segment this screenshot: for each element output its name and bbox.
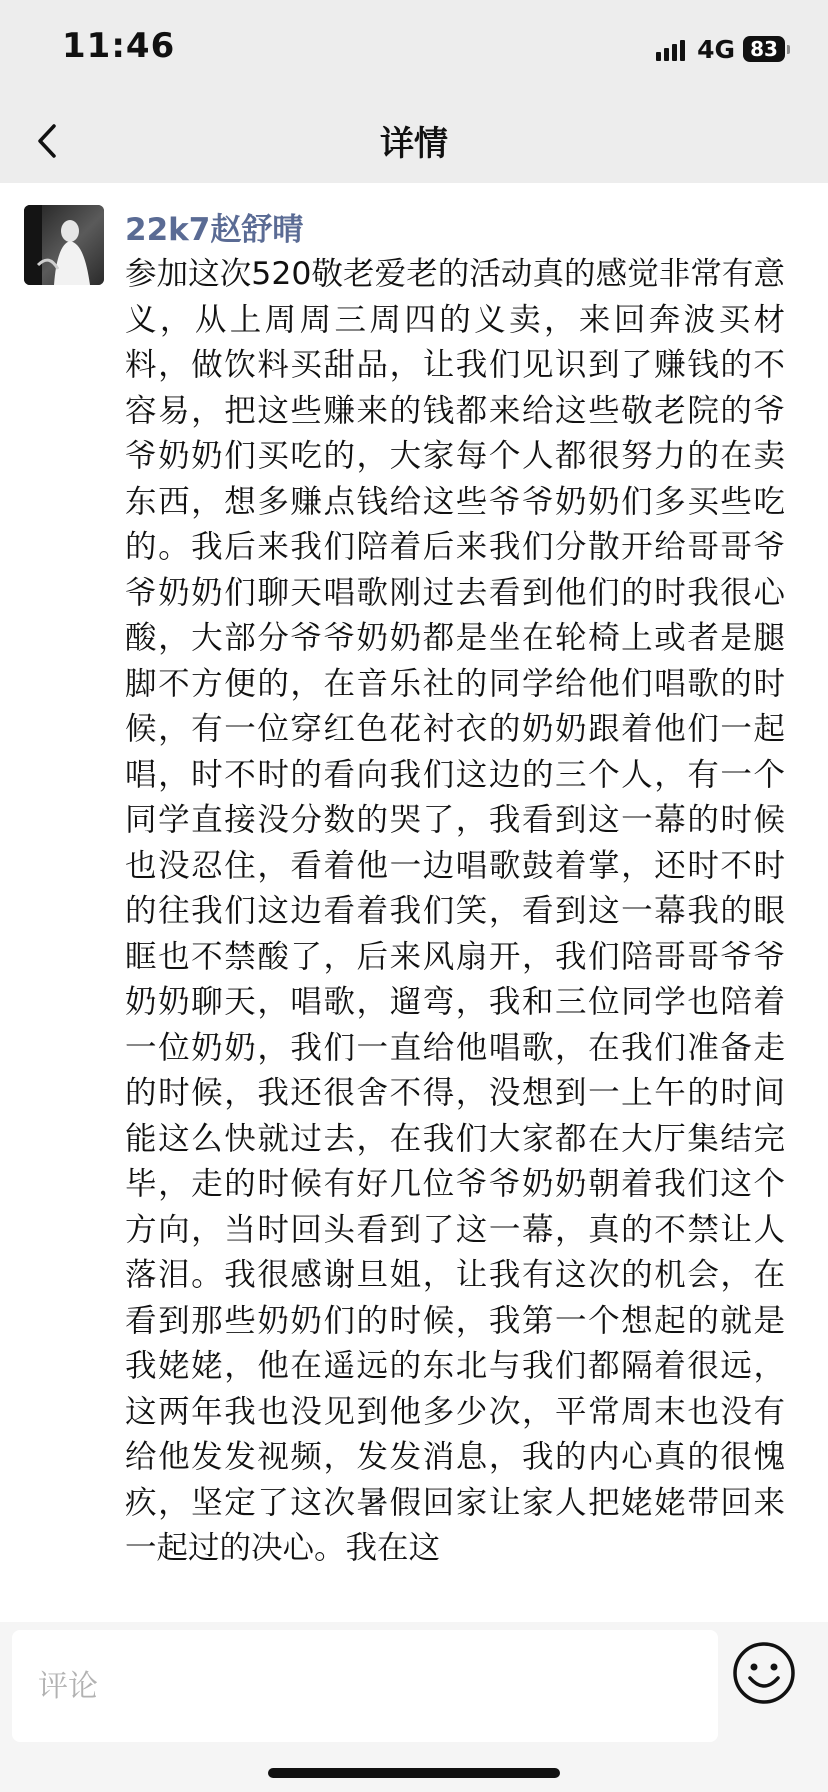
avatar-image <box>24 205 104 285</box>
network-label: 4G <box>697 34 735 64</box>
post-body-text: 参加这次520敬老爱老的活动真的感觉非常有意义，从上周周三周四的义卖，来回奔波买材料，做饮料买甜品，让我们见识到了赚钱的不容易，把这些赚来的钱都来给这些敬老院的爷爷奶奶们买吃的，大家每个人都很努力的在卖东西，想多赚点钱给这些爷爷奶奶们多买些吃的。我后来我们陪着后来我们分散开给哥哥爷爷奶奶们聊天唱歌刚过去看到他们的时我很心酸，大部分爷爷奶奶都是坐在轮椅上或者是腿脚不方便的，在音乐社的同学给他们唱歌的时候，有一位穿红色花衬衣的奶奶跟着他们一起唱，时不时的看向我们这边的三个人，有一个同学直接没分数的哭了，我看到这一幕的时候也没忍住，看着他一边唱歌鼓着掌，还时不时的往我们这边看着我们笑，看到这一幕我的眼眶也不禁酸了，后来风扇开，我们陪哥哥爷爷奶奶聊天，唱歌，遛弯，我和三位同学也陪着一位奶奶，我们一直给他唱歌，在我们准备走的时候，我还很舍不得，没想到一上午的时间能这么快就过去，在我们大家都在大厅集结完毕，走的时候有好几位爷爷奶奶朝着我们这个方向，当时回头看到了这一幕，真的不禁让人落泪。我很感谢旦姐，让我有这次的机会，在看到那些奶奶们的时候，我第一个想起的就是我姥姥，他在遥远的东北与我们都隔着很远，这两年我也没见到他多少次，平常周末也没有给他发发视频，发发消息，我的内心真的很愧疚，坚定了这次暑假回家让家人把姥姥带回来一起过的决心。我在这 <box>125 256 785 1566</box>
avatar[interactable] <box>24 205 104 285</box>
top-bar <box>0 0 828 183</box>
smiley-icon[interactable] <box>731 1640 797 1706</box>
post-username[interactable]: 22k7赵舒晴 <box>125 212 304 248</box>
home-indicator <box>268 1768 560 1778</box>
battery-level: 83 <box>743 36 785 62</box>
comment-bar <box>0 1622 828 1792</box>
signal-icon <box>656 37 685 61</box>
page-title: 详情 <box>380 124 448 164</box>
status-time: 11:46 <box>62 26 176 66</box>
status-bar-indicators <box>656 34 790 64</box>
comment-input[interactable] <box>12 1630 718 1742</box>
battery-icon <box>743 36 790 62</box>
